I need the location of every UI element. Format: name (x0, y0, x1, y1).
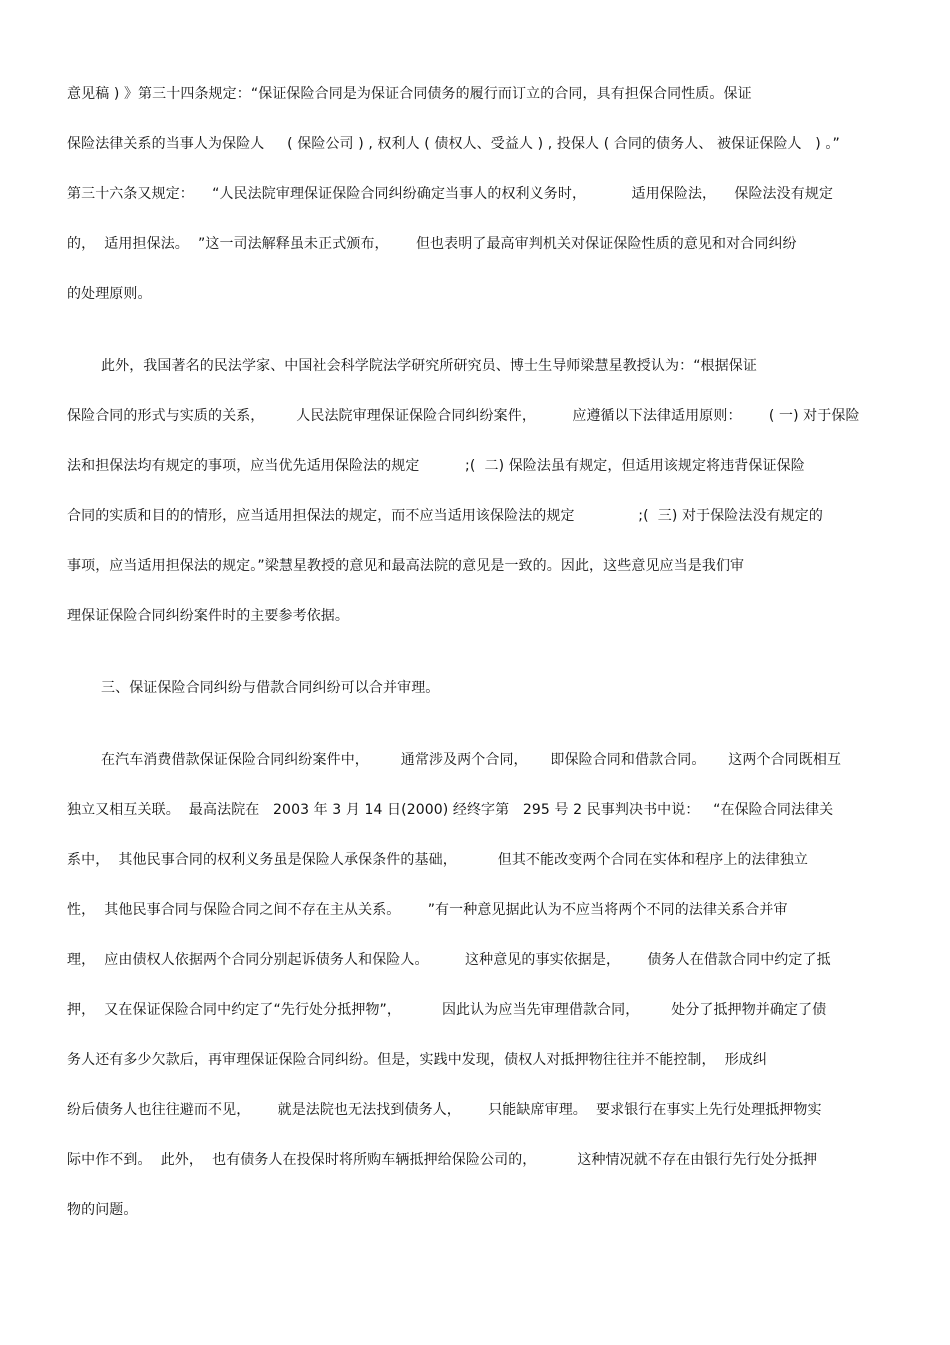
paragraph-2-line-4: 合同的实质和目的的情形，应当适用担保法的规定，而不应当适用该保险法的规定 ;( 三) 对于保险法没有规定的 (67, 508, 823, 524)
paragraph-3-line-3: 系中， 其他民事合同的权利义务虽是保险人承保条件的基础， 但其不能改变两个合同在实体和程序上的法律独立 (67, 852, 808, 868)
paragraph-1-line-2: 保险法律关系的当事人为保险人 ( 保险公司 ) , 权利人 ( 债权人、受益人 ) , 投保人 ( 合同的债务人、 被保证保险人 ) 。” (67, 136, 840, 152)
paragraph-2-line-3: 法和担保法均有规定的事项，应当优先适用保险法的规定 ;( 二) 保险法虽有规定，但适用该规定将违背保证保险 (67, 458, 805, 474)
paragraph-3-line-10: 物的问题。 (67, 1202, 138, 1218)
paragraph-2-line-5: 事项，应当适用担保法的规定。”梁慧星教授的意见和最高法院的意见是一致的。因此，这些意见应当是我们审 (67, 558, 745, 574)
paragraph-1-line-1: 意见稿 ) 》第三十四条规定：“保证保险合同是为保证合同债务的履行而订立的合同，具有担保合同性质。保证 (67, 86, 752, 102)
paragraph-1-line-5: 的处理原则。 (67, 286, 152, 302)
paragraph-3-line-6: 押， 又在保证保险合同中约定了“先行处分抵押物”， 因此认为应当先审理借款合同， 处分了抵押物并确定了债 (67, 1002, 827, 1018)
paragraph-3-line-5: 理， 应由债权人依据两个合同分别起诉债务人和保险人。 这种意见的事实依据是， 债务人在借款合同中约定了抵 (67, 952, 831, 968)
paragraph-3-line-2: 独立又相互关联。 最高法院在 2003 年 3 月 14 日(2000) 经终字第 295 号 2 民事判决书中说： “在保险合同法律关 (67, 802, 834, 818)
paragraph-3-line-1: 在汽车消费借款保证保险合同纠纷案件中， 通常涉及两个合同， 即保险合同和借款合同。 这两个合同既相互 (101, 752, 842, 768)
paragraph-2-line-1: 此外，我国著名的民法学家、中国社会科学院法学研究所研究员、博士生导师梁慧星教授认为：“根据保证 (101, 358, 757, 374)
paragraph-3-line-7: 务人还有多少欠款后，再审理保证保险合同纠纷。但是，实践中发现，债权人对抵押物往往并不能控制， 形成纠 (67, 1052, 767, 1068)
paragraph-3-line-8: 纷后债务人也往往避而不见， 就是法院也无法找到债务人， 只能缺席审理。 要求银行在事实上先行处理抵押物实 (67, 1102, 822, 1118)
paragraph-3-line-9: 际中作不到。 此外， 也有债务人在投保时将所购车辆抵押给保险公司的， 这种情况就不存在由银行先行处分抵押 (67, 1152, 818, 1168)
paragraph-2-line-2: 保险合同的形式与实质的关系， 人民法院审理保证保险合同纠纷案件， 应遵循以下法律适用原则： ( 一) 对于保险 (67, 408, 860, 424)
paragraph-2-line-6: 理保证保险合同纠纷案件时的主要参考依据。 (67, 608, 349, 624)
paragraph-3-line-4: 性， 其他民事合同与保险合同之间不存在主从关系。 ”有一种意见据此认为不应当将两个不同的法律关系合并审 (67, 902, 788, 918)
section-heading: 三、保证保险合同纠纷与借款合同纠纷可以合并审理。 (101, 680, 440, 696)
paragraph-1-line-3: 第三十六条又规定： “人民法院审理保证保险合同纠纷确定当事人的权利义务时， 适用保险法， 保险法没有规定 (67, 186, 834, 202)
paragraph-1-line-4: 的， 适用担保法。 ”这一司法解释虽未正式颁布， 但也表明了最高审判机关对保证保险性质的意见和对合同纠纷 (67, 236, 797, 252)
